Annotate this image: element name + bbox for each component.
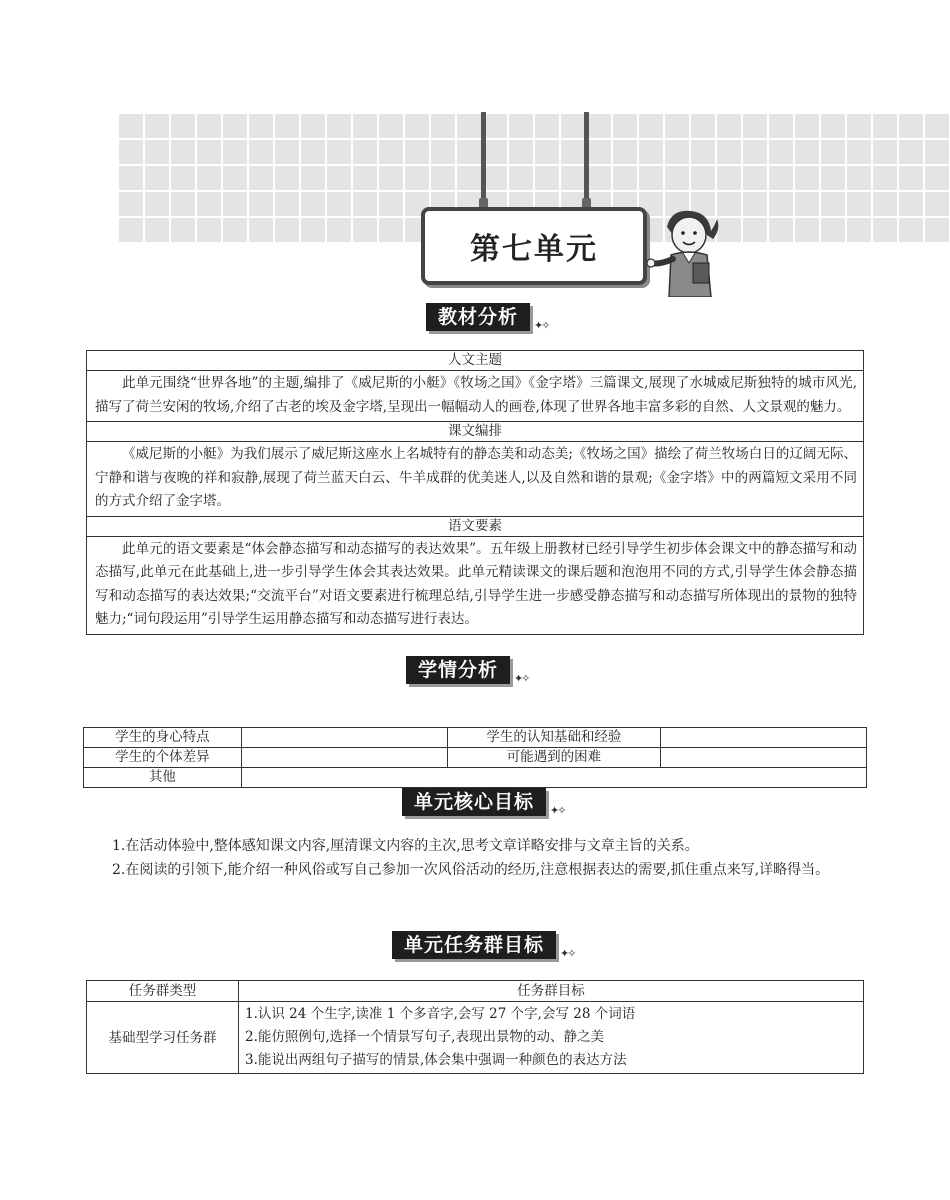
task-goal-item: 3.能说出两组句子描写的情景,体会集中强调一种颜色的表达方法: [245, 1052, 627, 1068]
section-title: 单元核心目标: [402, 788, 546, 816]
analysis-heading-theme: 人文主题: [87, 351, 864, 371]
sparkle-icon: ✦✧: [514, 671, 529, 685]
unit-title: 第七单元: [421, 207, 647, 285]
sparkle-icon: ✦✧: [534, 318, 549, 332]
study-value-individual: [241, 748, 447, 768]
sparkle-icon: ✦✧: [560, 946, 575, 960]
study-table: [83, 727, 867, 788]
hanging-rope-right: [584, 112, 589, 210]
section-heading-analysis: [426, 302, 548, 332]
study-value-cognitive: [661, 728, 867, 748]
task-group-table: [86, 980, 864, 1074]
student-mascot-icon: [645, 205, 725, 297]
section-heading-study: [406, 655, 528, 685]
sparkle-icon: ✦✧: [550, 803, 565, 817]
task-goal-item: 1.认识 24 个生字,读准 1 个多音字,会写 27 个字,会写 28 个词语: [245, 1006, 636, 1022]
core-goals-list: [84, 834, 864, 882]
analysis-heading-elements: 语文要素: [87, 516, 864, 536]
study-label-individual: 学生的个体差异: [84, 748, 242, 768]
study-label-other: 其他: [84, 768, 242, 788]
section-heading-task-goals: [392, 930, 574, 960]
study-value-other: [241, 768, 866, 788]
analysis-text-arrangement: 《威尼斯的小艇》为我们展示了威尼斯这座水上名城特有的静态美和动态美;《牧场之国》描绘了荷兰牧场白日的辽阔无际、宁静和谐与夜晚的祥和寂静,展现了荷兰蓝天白云、牛羊成群的优美迷人,以及自然和谐的景观;《金字塔》中的两篇短文采用不同的方式介绍了金字塔。: [87, 442, 864, 517]
study-label-difficulty: 可能遇到的困难: [447, 748, 661, 768]
study-value-physical: [241, 728, 447, 748]
study-value-difficulty: [661, 748, 867, 768]
section-title: 学情分析: [406, 656, 510, 684]
analysis-text-theme: 此单元围绕“世界各地”的主题,编排了《威尼斯的小艇》《牧场之国》《金字塔》三篇课文,展现了水城威尼斯独特的城市风光,描写了荷兰安闲的牧场,介绍了古老的埃及金字塔,呈现出一幅幅动人的画卷,体现了世界各地丰富多彩的自然、人文景观的魅力。: [87, 371, 864, 422]
analysis-text-elements: 此单元的语文要素是“体会静态描写和动态描写的表达效果”。五年级上册教材已经引导学生初步体会课文中的静态描写和动态描写,此单元在此基础上,进一步引导学生体会其表达效果。此单元精读课文的课后题和泡泡用不同的方式,引导学生体会静态描写和动态描写的表达效果;“交流平台”对语文要素进行梳理总结,引导学生进一步感受静态描写和动态描写所体现出的景物的独特魅力;“词句段运用”引导学生运用静态描写和动态描写进行表达。: [87, 536, 864, 634]
study-label-physical: 学生的身心特点: [84, 728, 242, 748]
task-type-cell: 基础型学习任务群: [87, 1002, 239, 1074]
core-goal-item: 2.在阅读的引领下,能介绍一种风俗或写自己参加一次风俗活动的经历,注意根据表达的需要,抓住重点来写,详略得当。: [112, 862, 830, 878]
hanging-rope-left: [481, 112, 486, 210]
section-title: 教材分析: [426, 303, 530, 331]
task-header-goal: 任务群目标: [239, 981, 864, 1002]
analysis-table: [86, 350, 864, 635]
task-goal-item: 2.能仿照例句,选择一个情景写句子,表现出景物的动、静之美: [245, 1029, 604, 1045]
section-heading-core-goals: [402, 787, 564, 817]
core-goal-item: 1.在活动体验中,整体感知课文内容,厘清课文内容的主次,思考文章详略安排与文章主旨的关系。: [112, 838, 699, 854]
task-header-type: 任务群类型: [87, 981, 239, 1002]
analysis-heading-arrangement: 课文编排: [87, 422, 864, 442]
study-label-cognitive: 学生的认知基础和经验: [447, 728, 661, 748]
section-title: 单元任务群目标: [392, 931, 556, 959]
task-goals-cell: [239, 1002, 864, 1074]
